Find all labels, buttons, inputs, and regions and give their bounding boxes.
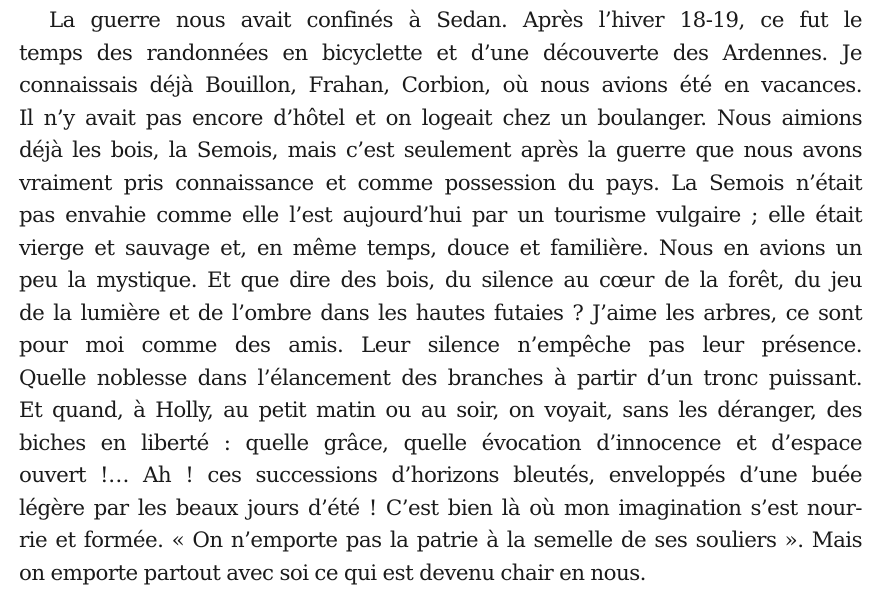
text-line-9: peu la mystique. Et que dire des bois, du silence au cœur de la forêt, du jeu bbox=[19, 268, 862, 293]
text-line-6: vraiment pris connaissance et comme possession du pays. La Semois n’était bbox=[19, 170, 862, 196]
text-line-2: temps des randonnées en bicyclette et d’une découverte des Ardennes. Je bbox=[19, 40, 862, 66]
text-line-13: Et quand, à Holly, au petit matin ou au soir, on voyait, sans les déranger, des bbox=[19, 398, 862, 423]
text-line-4: Il n’y avait pas encore d’hôtel et on logeait chez un boulanger. Nous aimions bbox=[19, 105, 862, 131]
text-line-17: rie et formée. « On n’emporte pas la patrie à la semelle de ses souliers ». Mais bbox=[19, 528, 862, 553]
text-line-5: déjà les bois, la Semois, mais c’est seulement après la guerre que nous avons bbox=[19, 138, 862, 163]
text-line-3: connaissais déjà Bouillon, Frahan, Corbion, où nous avions été en vacances. bbox=[19, 73, 862, 98]
text-line-14: biches en liberté : quelle grâce, quelle évocation d’innocence et d’espace bbox=[19, 430, 862, 456]
text-line-15: ouvert !… Ah ! ces successions d’horizons bleutés, enveloppés d’une buée bbox=[19, 463, 862, 488]
text-line-18: on emporte partout avec soi ce qui est devenu chair en nous. bbox=[19, 560, 646, 586]
text-line-10: de la lumière et de l’ombre dans les hautes futaies ? J’aime les arbres, ce sont bbox=[19, 300, 862, 326]
text-line-16: légère par les beaux jours d’été ! C’est bien là où mon imagination s’est nour- bbox=[19, 495, 862, 521]
text-line-1: La guerre nous avait confinés à Sedan. Après l’hiver 18-19, ce fut le bbox=[49, 8, 862, 33]
text-line-11: pour moi comme des amis. Leur silence n’empêche pas leur présence. bbox=[19, 333, 862, 358]
body-paragraph bbox=[19, 5, 862, 590]
text-line-8: vierge et sauvage et, en même temps, douce et familière. Nous en avions un bbox=[19, 235, 862, 261]
text-line-7: pas envahie comme elle l’est aujourd’hui par un tourisme vulgaire ; elle était bbox=[19, 203, 862, 228]
text-line-12: Quelle noblesse dans l’élancement des branches à partir d’un tronc puissant. bbox=[19, 365, 862, 391]
